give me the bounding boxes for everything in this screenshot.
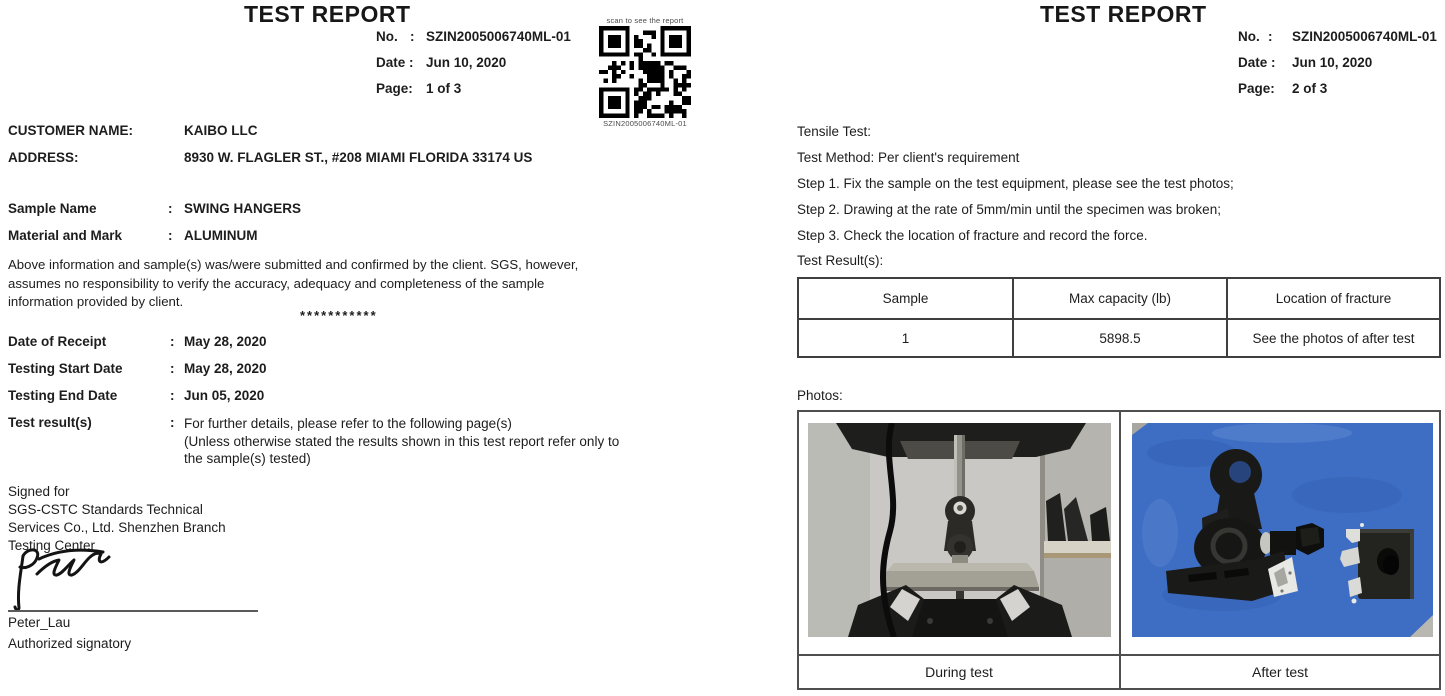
disclaimer [8,256,648,312]
test-result-line: (Unless otherwise stated the results shown in this test report refer only to [184,433,620,449]
during-test-caption: During test [799,654,1119,688]
qr-code-icon [599,26,691,118]
sample-name-value: SWING HANGERS [184,201,302,216]
test-result-line: the sample(s) tested) [184,451,311,466]
step-1-line: Step 1. Fix the sample on the test equipment, please see the test photos; [797,176,1234,191]
test-results-heading: Test Result(s): [797,253,884,268]
address-value: 8930 W. FLAGLER ST., #208 MIAMI FLORIDA 33174 US [184,150,533,165]
test-method-line: Test Method: Per client's requirement [797,150,1020,165]
page2-page-value: 2 of 3 [1292,81,1328,96]
signed-for-line: Signed for [8,484,70,499]
page2-title: TEST REPORT [1040,1,1207,27]
receipt-value: May 28, 2020 [184,334,267,349]
result-table-cell: See the photos of after test [1226,318,1439,356]
customer-name-label: CUSTOMER NAME: [8,123,134,138]
qr-caption-bottom: SZIN2005006740ML-01 [603,119,687,128]
test-result-label: Test result(s) [8,415,92,430]
disclaimer-line: information provided by client. [8,294,184,309]
page1-page-label: Page: [376,81,413,96]
page2-no-value: SZIN2005006740ML-01 [1292,29,1437,44]
signatory-role: Authorized signatory [8,636,132,651]
page2-date-value: Jun 10, 2020 [1292,55,1373,70]
material-label: Material and Mark [8,228,123,243]
org-line: SGS-CSTC Standards Technical [8,502,203,517]
sample-name-colon: : [168,201,173,216]
start-date-value: May 28, 2020 [184,361,267,376]
page2-no-colon: : [1268,29,1273,44]
end-date-colon: : [170,388,175,403]
page1-no-colon: : [410,29,415,44]
test-result-value [184,415,619,468]
separator-asterisks: *********** [300,308,378,323]
after-test-caption: After test [1119,654,1439,688]
during-test-photo-cell [799,412,1119,654]
page1-page-value: 1 of 3 [426,81,462,96]
step-2-line: Step 2. Drawing at the rate of 5mm/min until the specimen was broken; [797,202,1221,217]
start-date-label: Testing Start Date [8,361,123,376]
tensile-test-heading: Tensile Test: [797,124,872,139]
page2-page-label: Page: [1238,81,1275,96]
test-result-colon: : [170,415,175,430]
page2-no-label: No. [1238,29,1260,44]
address-label: ADDRESS: [8,150,79,165]
result-table-header: Location of fracture [1226,279,1439,318]
photo-table [797,410,1441,690]
page2-date-label: Date : [1238,55,1276,70]
end-date-label: Testing End Date [8,388,118,403]
qr-caption-top: scan to see the report [606,16,684,25]
signatory-name: Peter_Lau [8,615,71,630]
receipt-colon: : [170,334,175,349]
after-test-photo-cell [1119,412,1439,654]
customer-name-value: KAIBO LLC [184,123,258,138]
step-3-line: Step 3. Check the location of fracture and record the force. [797,228,1148,243]
disclaimer-line: assumes no responsibility to verify the accuracy, adequacy and completeness of the sample [8,275,545,291]
start-date-colon: : [170,361,175,376]
material-colon: : [168,228,173,243]
result-table-header: Max capacity (lb) [1012,279,1226,318]
page1-title: TEST REPORT [244,1,411,27]
material-value: ALUMINUM [184,228,258,243]
page1-no-label: No. [376,29,398,44]
page1-date-label: Date : [376,55,414,70]
result-table-cell: 5898.5 [1012,318,1226,356]
result-table-cell: 1 [799,318,1012,356]
handwritten-signature [6,544,131,612]
signature-rule [8,610,258,612]
page1-no-value: SZIN2005006740ML-01 [426,29,571,44]
end-date-value: Jun 05, 2020 [184,388,265,403]
page1-date-value: Jun 10, 2020 [426,55,507,70]
test-result-line: For further details, please refer to the following page(s) [184,416,512,431]
disclaimer-line: Above information and sample(s) was/were submitted and confirmed by the client. SGS, however, [8,257,579,272]
sample-name-label: Sample Name [8,201,97,216]
photos-label: Photos: [797,388,843,403]
after-test-photo [1132,423,1433,637]
receipt-label: Date of Receipt [8,334,107,349]
result-table [797,277,1441,358]
result-table-header: Sample [882,291,929,306]
org-line: Services Co., Ltd. Shenzhen Branch [8,520,226,535]
org-line: Testing Center [8,538,96,553]
during-test-photo [808,423,1111,637]
